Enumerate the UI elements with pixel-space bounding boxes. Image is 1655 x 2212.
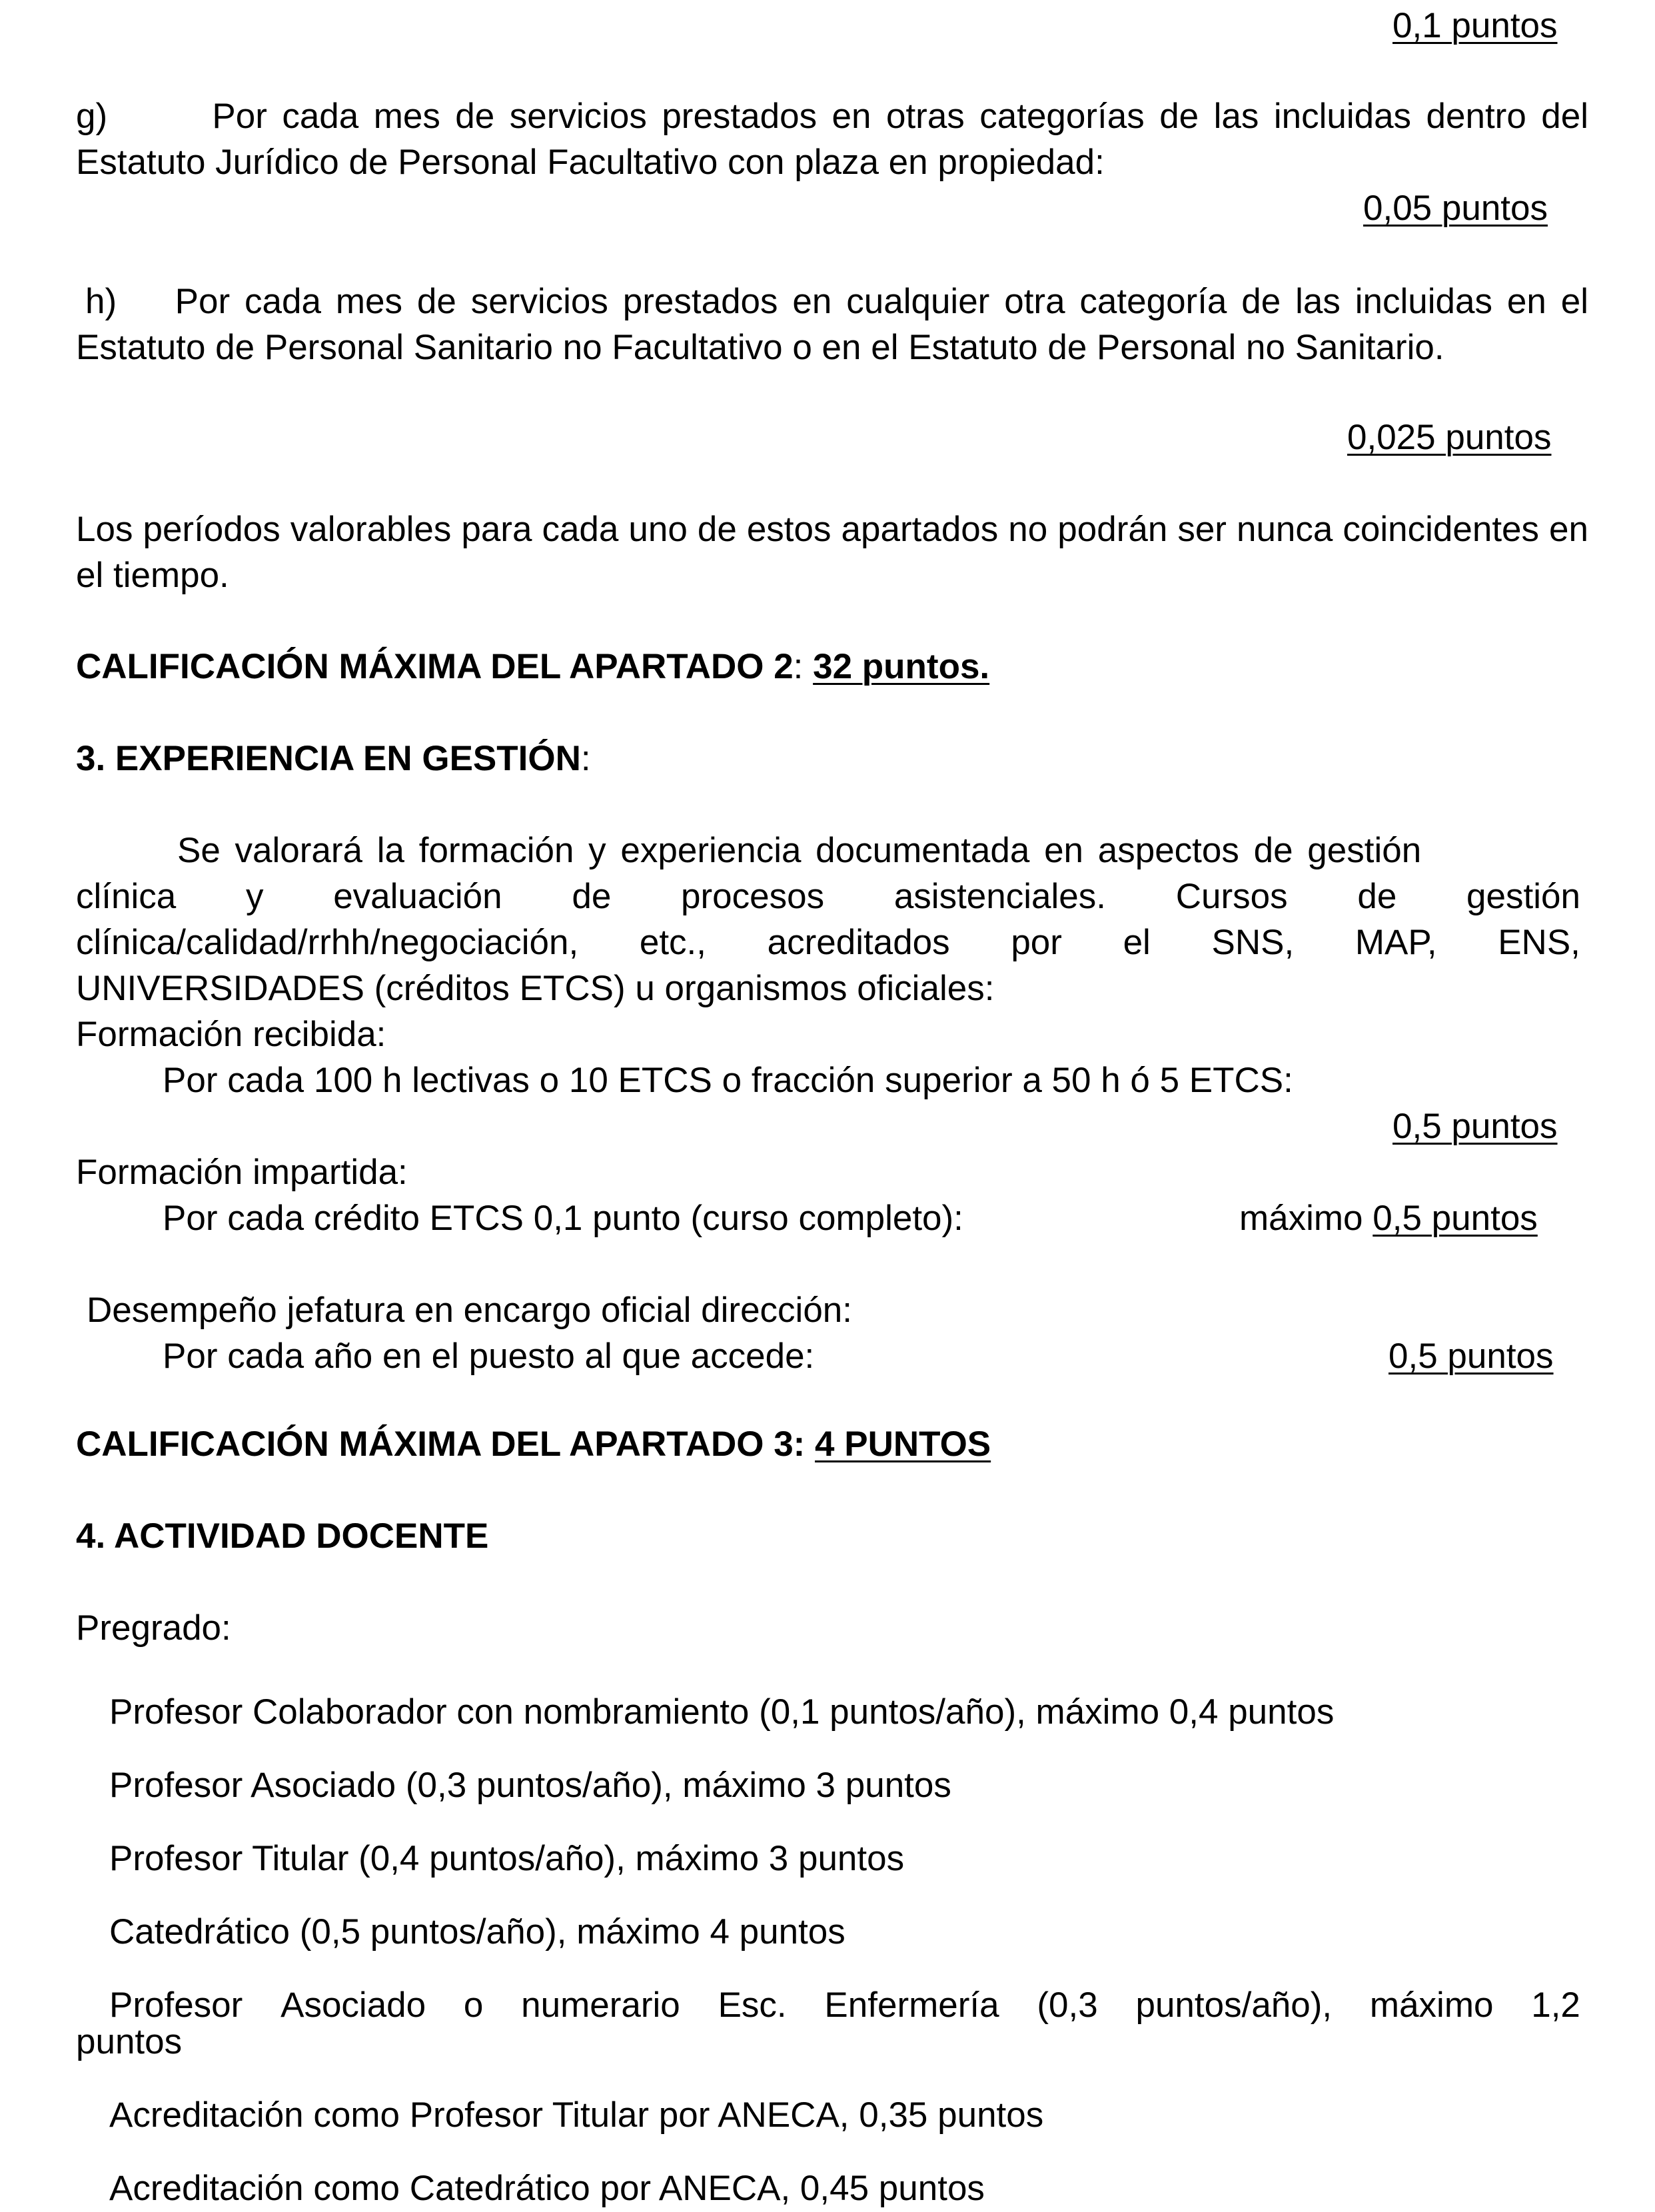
item-f-score: 0,1 puntos	[1392, 6, 1558, 45]
section-4-heading: 4. ACTIVIDAD DOCENTE	[76, 1516, 489, 1556]
docente-item-enfermeria	[109, 1982, 1580, 2028]
word: máximo	[1369, 1985, 1494, 2025]
aneca-item: Acreditación como Profesor Titular por ANECA, 0,35 puntos	[109, 2095, 1044, 2135]
docente-item: Profesor Colaborador con nombramiento (0,1 puntos/año), máximo 0,4 puntos	[109, 1692, 1335, 1732]
word: procesos	[681, 877, 825, 916]
word: acreditados	[767, 923, 950, 962]
word: asistenciales.	[893, 877, 1106, 916]
sec3-intro-line-4: UNIVERSIDADES (créditos ETCS) u organismos oficiales:	[76, 969, 995, 1008]
word: clínica	[76, 877, 177, 916]
section-3-colon: :	[580, 739, 591, 778]
max-prefix: máximo	[1239, 1199, 1373, 1238]
docente-item: Profesor Titular (0,4 puntos/año), máximo 3 puntos	[109, 1839, 905, 1878]
word: Profesor	[109, 1985, 243, 2025]
word: puntos/año),	[1135, 1985, 1333, 2025]
word: Asociado	[280, 1985, 426, 2025]
word: de	[572, 877, 612, 916]
item-h-text: h) Por cada mes de servicios prestados en cualquier otra categoría de las incluidas en el Estatuto de Personal Sanitario no Facultativo o en el Estatuto de Personal no Sanitario.	[76, 282, 1588, 367]
word: Esc.	[718, 1985, 787, 2025]
docente-item: Profesor Asociado (0,3 puntos/año), máximo 3 puntos	[109, 1766, 951, 1805]
word: o	[463, 1985, 484, 2025]
word: SNS,	[1211, 923, 1295, 962]
formacion-recibida-label: Formación recibida:	[76, 1015, 386, 1054]
section-3-max-label: CALIFICACIÓN MÁXIMA DEL APARTADO 3:	[76, 1424, 816, 1464]
formacion-recibida-item: Por cada 100 h lectivas o 10 ETCS o fracción superior a 50 h ó 5 ETCS:	[163, 1061, 1293, 1100]
section-3-max-score	[76, 1421, 991, 1467]
section-2-max-score	[76, 644, 989, 690]
section-2-max-colon: :	[793, 647, 814, 686]
item-h-score: 0,025 puntos	[1347, 418, 1552, 457]
periods-note: Los períodos valorables para cada uno de estos apartados no podrán ser nunca coincidentes en el tiempo.	[76, 510, 1588, 595]
sec3-intro-text-1: Se valorará la formación y experiencia documentada en aspectos de gestión	[177, 831, 1422, 870]
word: ENS,	[1498, 923, 1580, 962]
section-2-max-value: 32 puntos.	[813, 647, 990, 686]
sec3-intro-line-3	[76, 919, 1580, 965]
word: 1,2	[1531, 1985, 1580, 2025]
jefatura-score: 0,5 puntos	[1388, 1337, 1554, 1376]
docente-item-enfermeria-tail: puntos	[76, 2022, 183, 2061]
section-2-max-label: CALIFICACIÓN MÁXIMA DEL APARTADO 2	[76, 647, 794, 686]
word: de	[1357, 877, 1397, 916]
word: etc.,	[639, 923, 707, 962]
item-g-text: g) Por cada mes de servicios prestados en otras categorías de las incluidas dentro del Estatuto Jurídico de Personal Facultativo con plaza en propiedad:	[76, 97, 1588, 182]
word: gestión	[1466, 877, 1580, 916]
jefatura-item: Por cada año en el puesto al que accede:	[163, 1337, 815, 1376]
sec3-intro-line-1	[177, 828, 1579, 873]
word: clínica/calidad/rrhh/negociación,	[76, 923, 579, 962]
word: numerario	[521, 1985, 680, 2025]
formacion-impartida-label: Formación impartida:	[76, 1153, 408, 1192]
section-3-title: 3. EXPERIENCIA EN GESTIÓN	[76, 739, 581, 778]
jefatura-label: Desempeño jefatura en encargo oficial dirección:	[87, 1291, 852, 1330]
word: MAP,	[1355, 923, 1437, 962]
word: el	[1123, 923, 1151, 962]
word: (0,3	[1037, 1985, 1098, 2025]
formacion-impartida-score: 0,5 puntos	[1373, 1199, 1538, 1238]
section-3-max-value: 4 PUNTOS	[815, 1424, 991, 1464]
word: evaluación	[333, 877, 502, 916]
docente-item: Catedrático (0,5 puntos/año), máximo 4 puntos	[109, 1912, 845, 1951]
word: Enfermería	[824, 1985, 999, 2025]
aneca-item: Acreditación como Catedrático por ANECA, 0,45 puntos	[109, 2169, 985, 2208]
item-g-score: 0,05 puntos	[1363, 189, 1548, 228]
pregrado-label: Pregrado:	[76, 1608, 231, 1648]
word: y	[245, 877, 264, 916]
sec3-intro-line-2	[76, 873, 1580, 919]
formacion-recibida-score: 0,5 puntos	[1392, 1107, 1558, 1146]
section-3-heading	[76, 736, 591, 782]
word: por	[1011, 923, 1062, 962]
formacion-impartida-max	[1239, 1195, 1538, 1241]
formacion-impartida-item: Por cada crédito ETCS 0,1 punto (curso completo):	[163, 1199, 963, 1238]
word: Cursos	[1175, 877, 1288, 916]
